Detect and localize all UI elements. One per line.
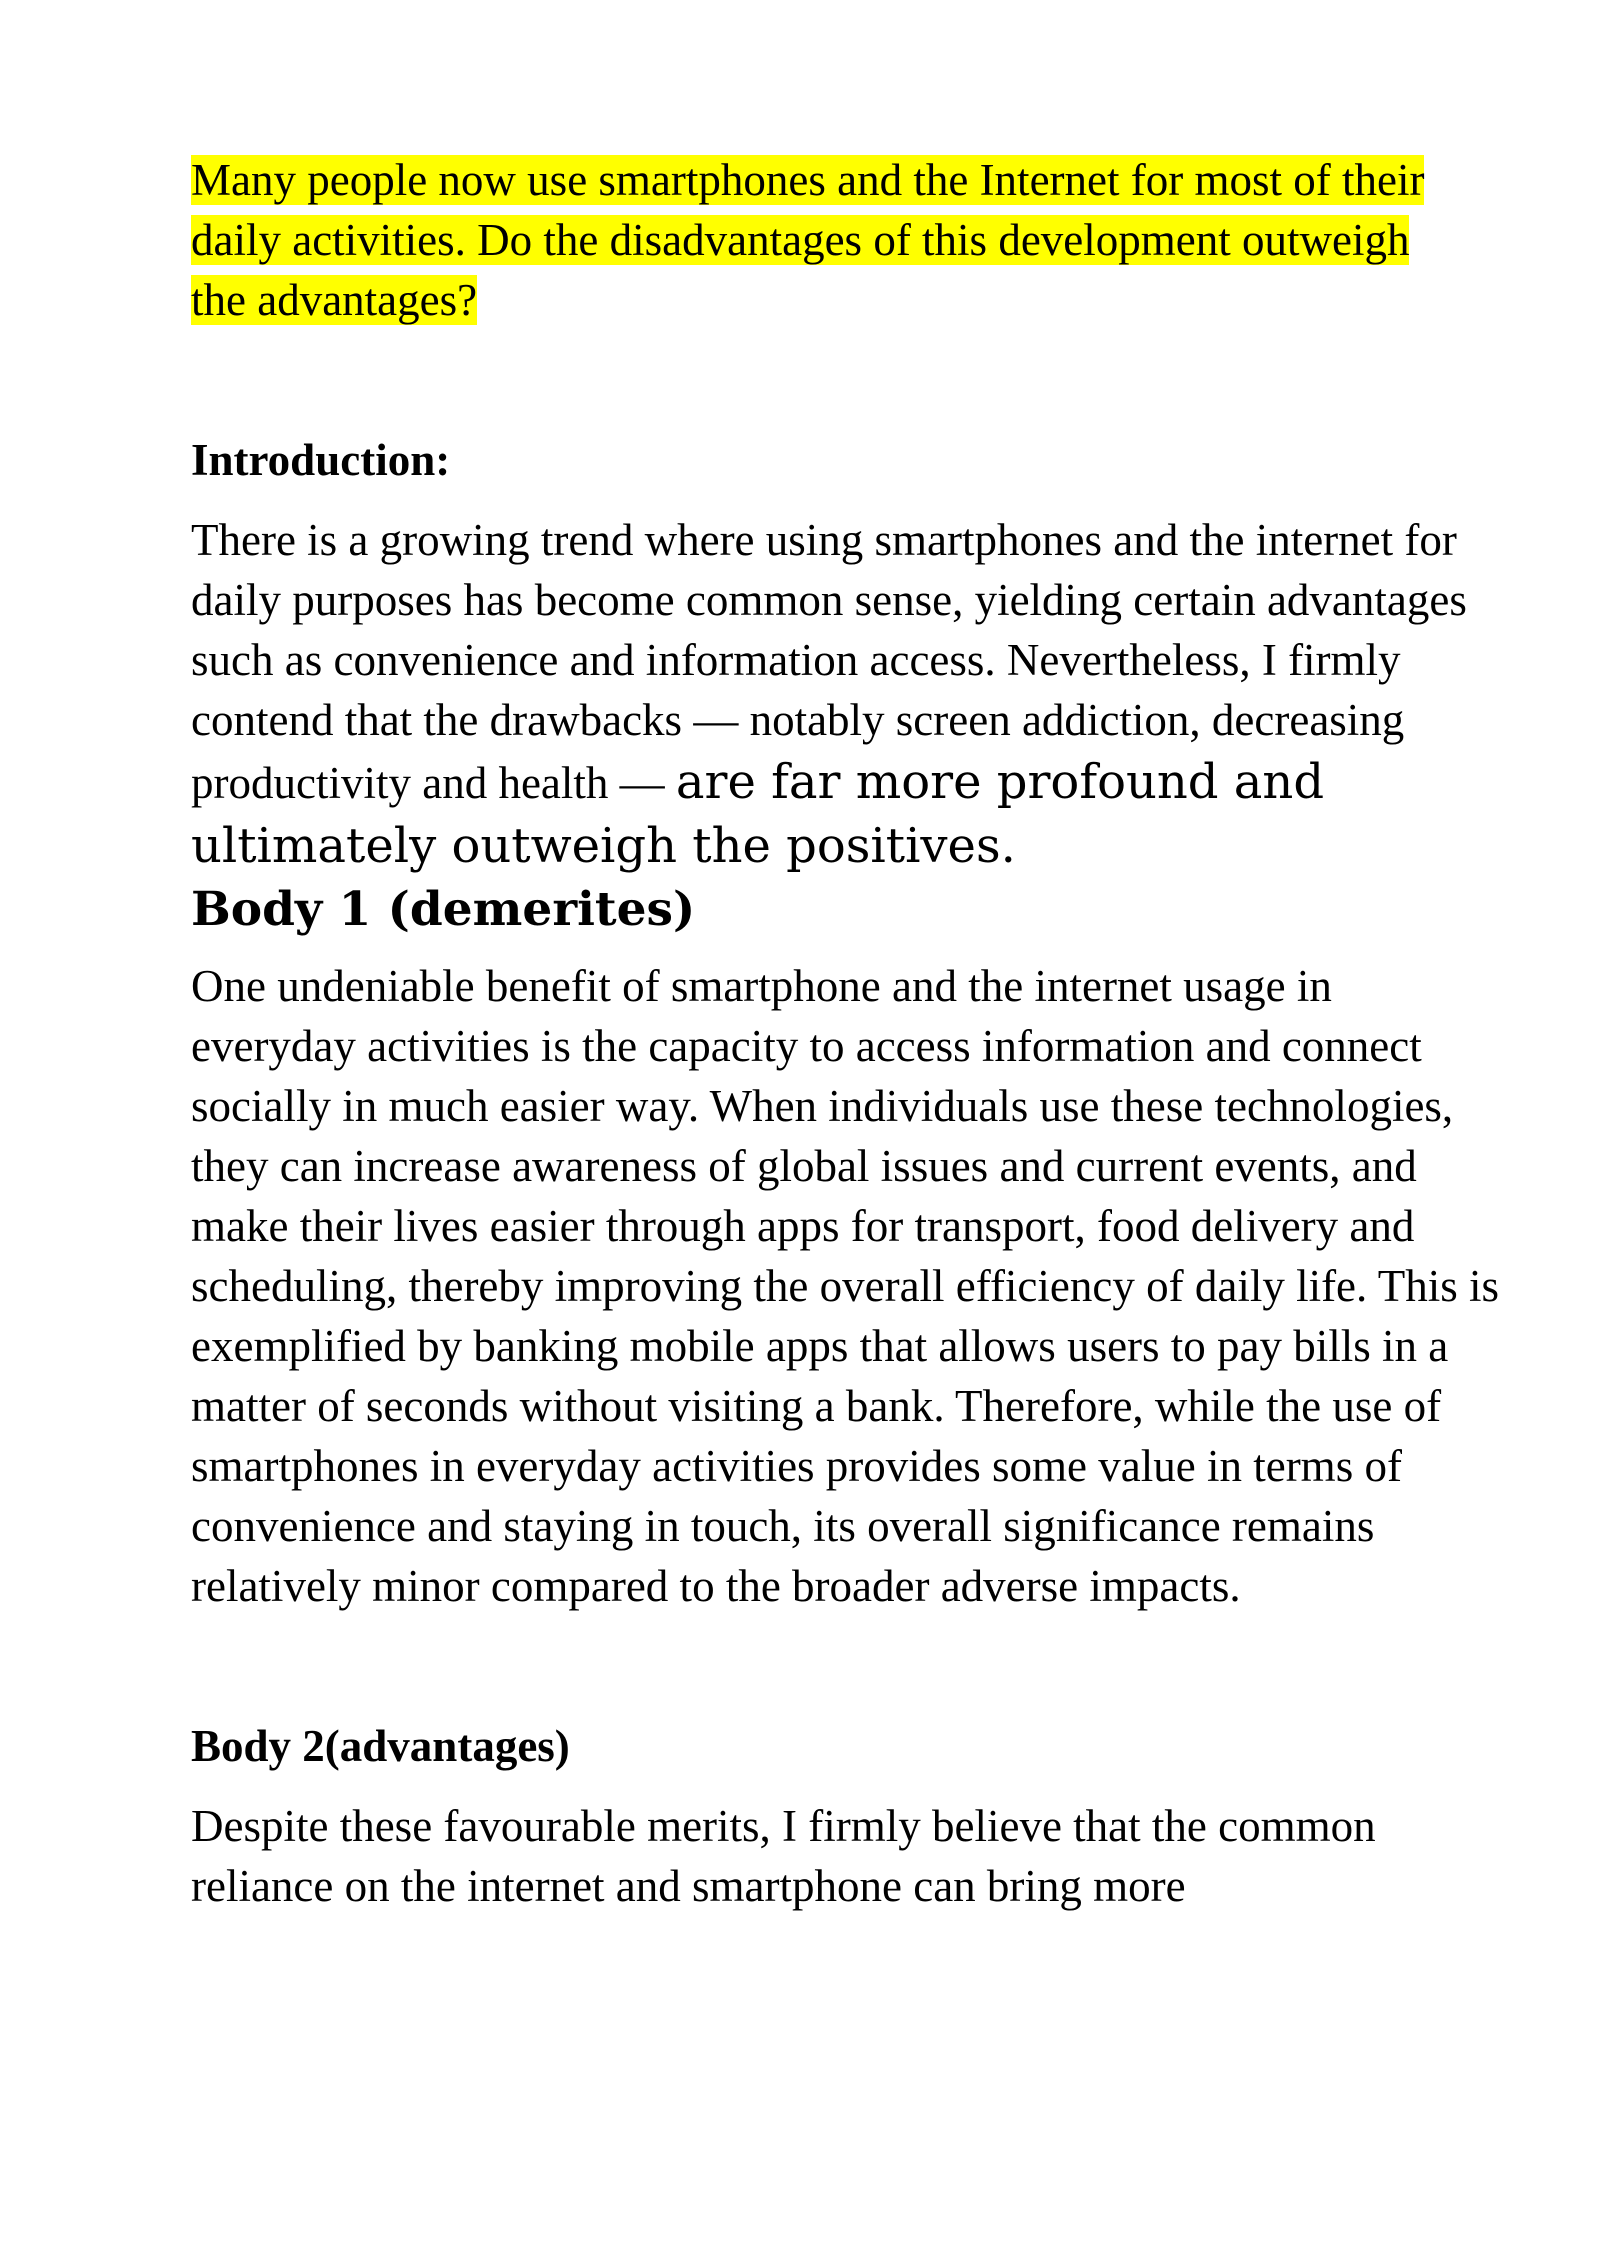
body2-paragraph: Despite these favourable merits, I firmly believe that the common reliance on the internet and smartphone can bring more	[191, 1801, 1376, 1911]
body1-heading: Body 1 (demerites)	[191, 882, 696, 937]
essay-prompt-highlight: Many people now use smartphones and the Internet for most of their daily activities. Do the disadvantages of this development outweigh the advantages?	[191, 155, 1425, 325]
introduction-text-main: There is a growing trend where using smartphones and the internet for daily purposes has become common sense, yielding certain advantages such as convenience and information access. Nevertheless, I firmly contend that the drawbacks — notably screen addiction, decreasing productivity and health —	[191, 515, 1467, 808]
essay-prompt	[191, 150, 1451, 330]
body2-heading: Body 2(advantages)	[191, 1721, 570, 1771]
body1-paragraph: One undeniable benefit of smartphone and the internet usage in everyday activities is the capacity to access information and connect socially in much easier way. When individuals use these technologies, they can increase awareness of global issues and current events, and make their lives easier through apps for transport, food delivery and scheduling, thereby improving the overall efficiency of daily life. This is exemplified by banking mobile apps that allows users to pay bills in a matter of seconds without visiting a bank. Therefore, while the use of smartphones in everyday activities provides some value in terms of convenience and staying in touch, its overall significance remains relatively minor compared to the broader adverse impacts.	[191, 961, 1499, 1611]
introduction-paragraph	[191, 510, 1501, 878]
document-content	[191, 150, 1501, 1916]
introduction-heading: Introduction:	[191, 435, 451, 485]
introduction-text-tail: are far more profound and ultimately outweigh the positives.	[191, 754, 1325, 874]
